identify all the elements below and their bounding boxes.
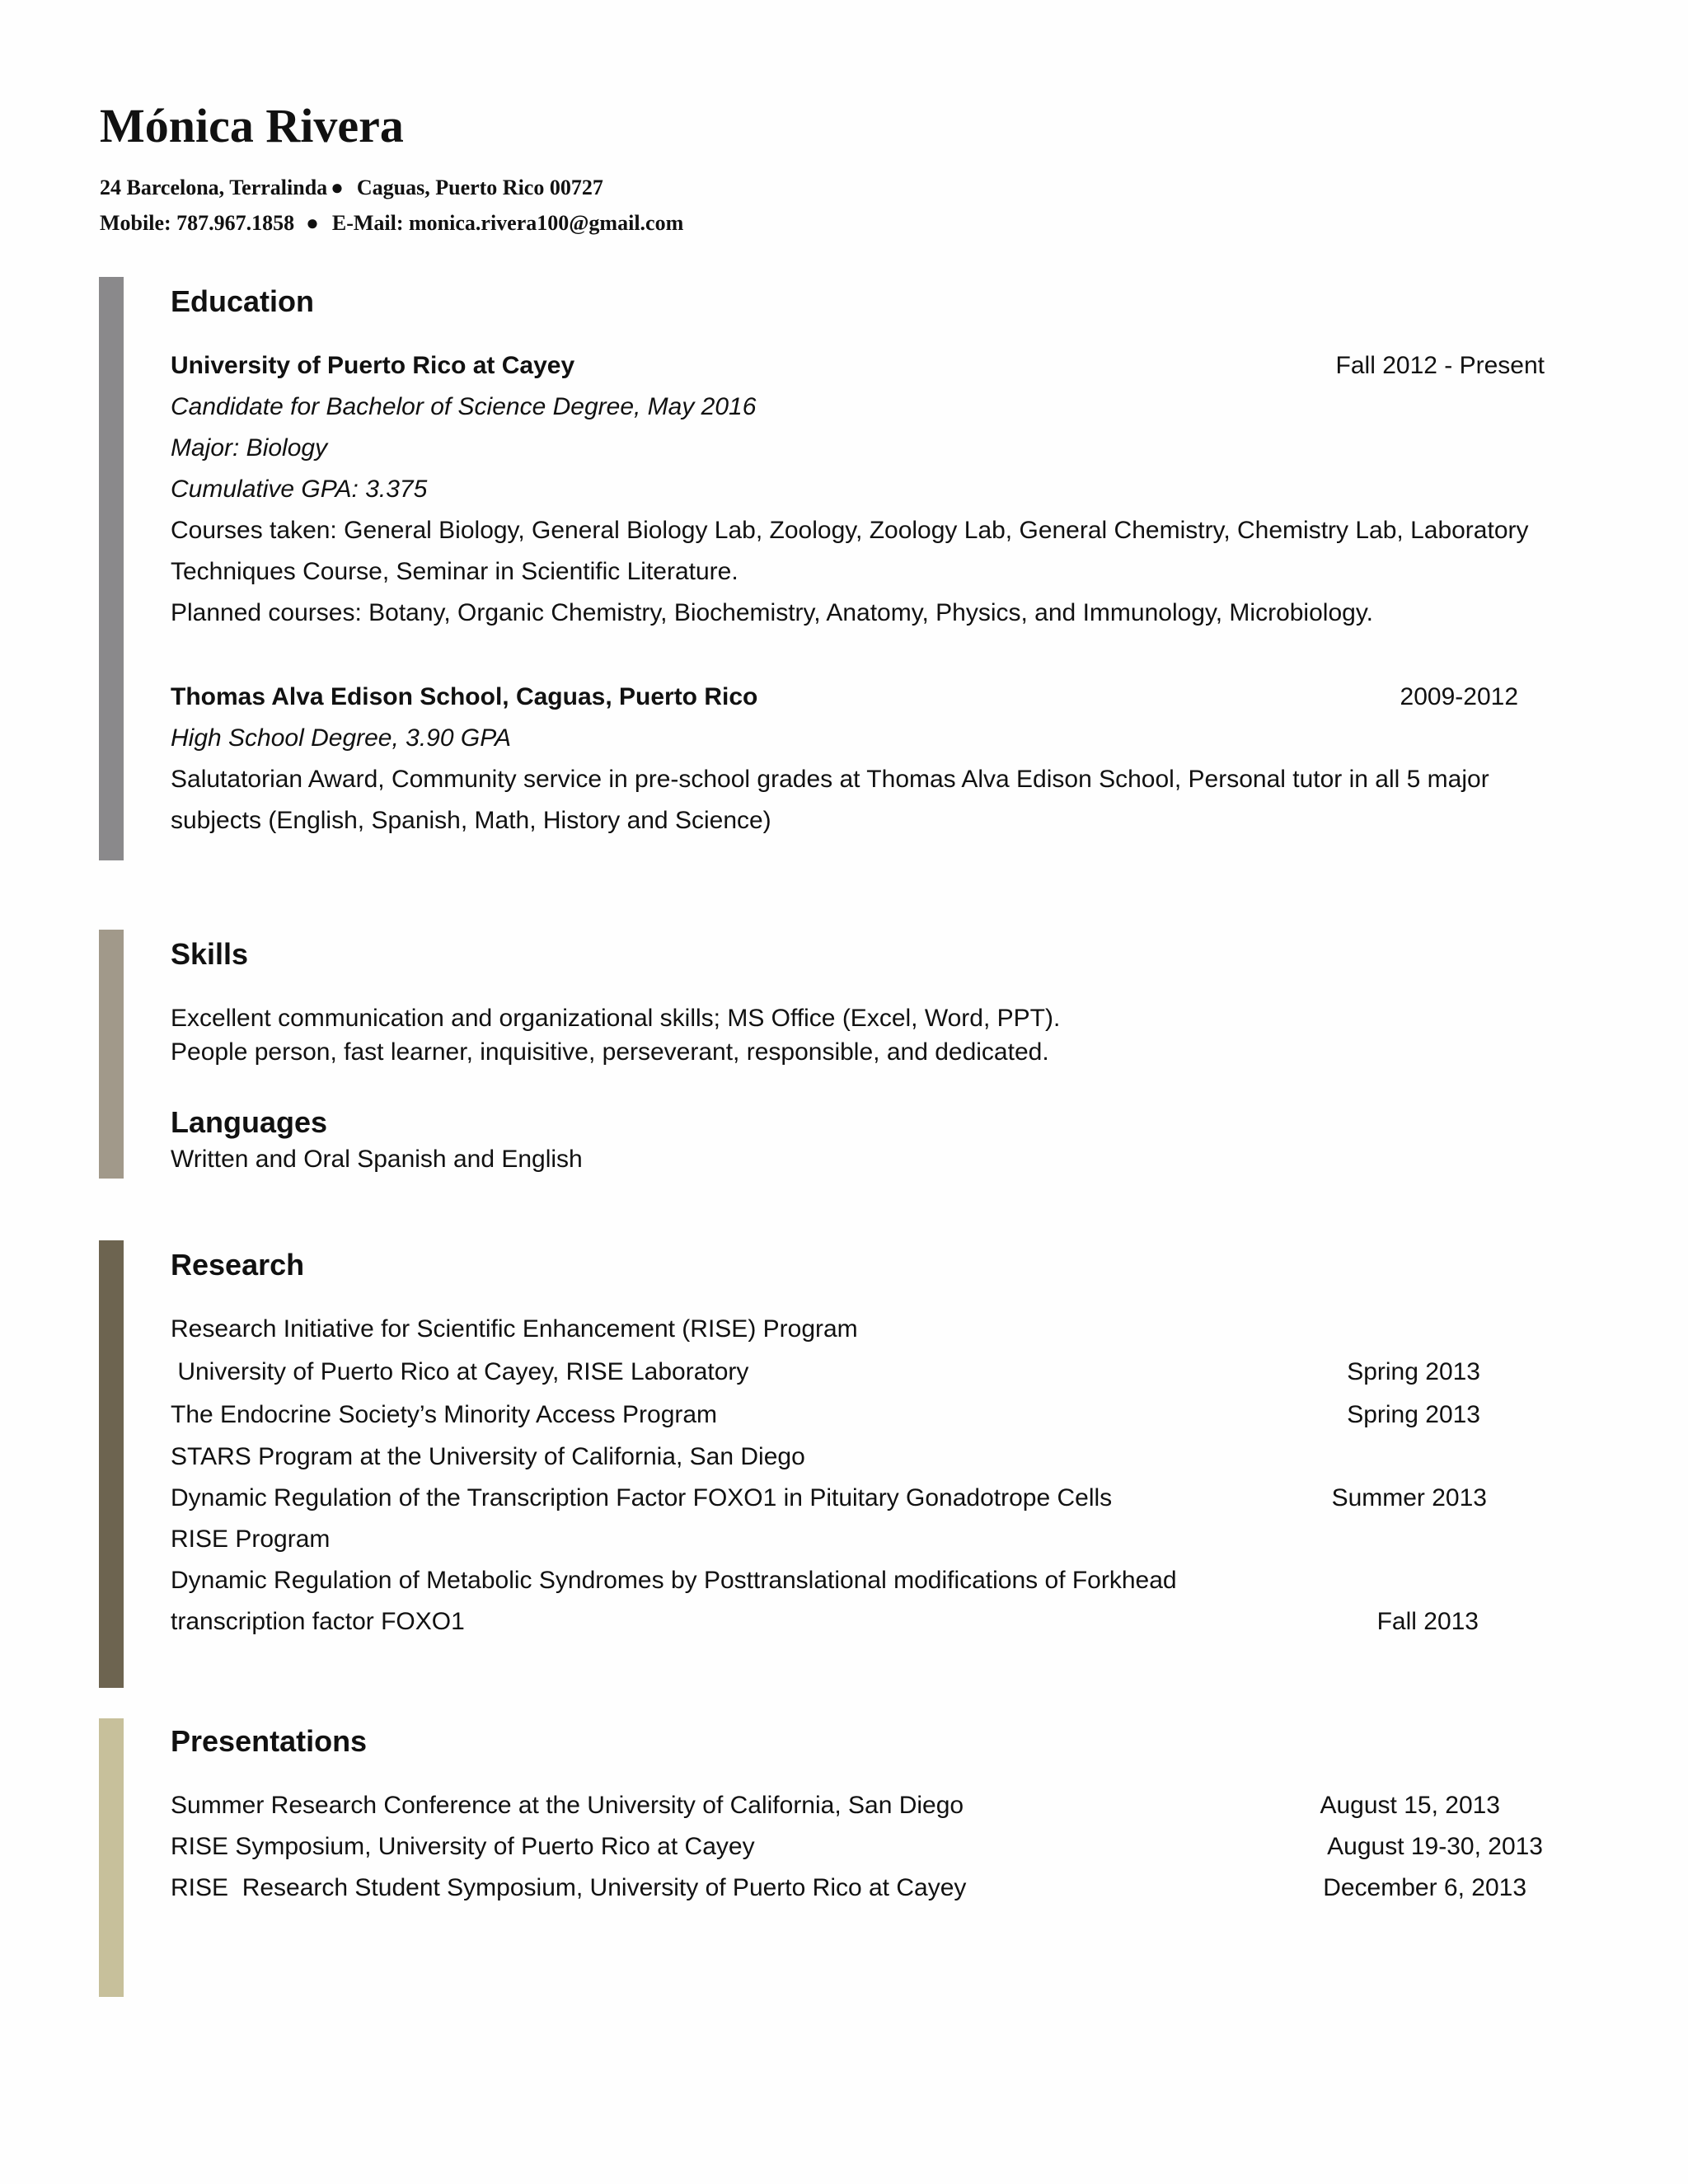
bullet-separator: ●	[331, 176, 344, 199]
education-planned-courses: Planned courses: Botany, Organic Chemistry, Biochemistry, Anatomy, Physics, and Immunology, Microbiology.	[171, 599, 1373, 626]
education-major: Major: Biology	[171, 434, 328, 462]
phone-number: Mobile: 787.967.1858	[100, 211, 295, 235]
research-line: The Endocrine Society’s Minority Access Program	[171, 1401, 718, 1428]
presentations-section-bar	[99, 1718, 124, 1997]
presentation-item: Summer Research Conference at the University of California, San Diego	[171, 1792, 964, 1819]
presentation-item: RISE Symposium, University of Puerto Rico at Cayey	[171, 1833, 755, 1860]
research-date: Spring 2013	[1347, 1358, 1480, 1385]
education-degree: High School Degree, 3.90 GPA	[171, 724, 512, 752]
research-line: transcription factor FOXO1	[171, 1608, 465, 1635]
education-heading: Education	[171, 284, 315, 318]
email-address: E-Mail: monica.rivera100@gmail.com	[331, 211, 684, 235]
languages-heading: Languages	[171, 1105, 328, 1139]
research-date: Summer 2013	[1331, 1484, 1487, 1511]
skills-section-bar	[99, 930, 124, 1179]
education-institution: Thomas Alva Edison School, Caguas, Puerto Rico	[171, 683, 758, 710]
presentation-date: August 15, 2013	[1320, 1792, 1500, 1819]
education-awards: subjects (English, Spanish, Math, History and Science)	[171, 807, 771, 834]
skills-line: People person, fast learner, inquisitive, perseverant, responsible, and dedicated.	[171, 1038, 1049, 1066]
education-institution: University of Puerto Rico at Cayey	[171, 352, 575, 379]
research-line: Dynamic Regulation of the Transcription Factor FOXO1 in Pituitary Gonadotrope Cells	[171, 1484, 1113, 1511]
address-line	[100, 173, 603, 203]
contact-line	[100, 209, 683, 238]
presentation-item: RISE Research Student Symposium, University of Puerto Rico at Cayey	[171, 1874, 967, 1901]
research-line: Research Initiative for Scientific Enhancement (RISE) Program	[171, 1315, 858, 1343]
education-degree: Candidate for Bachelor of Science Degree, May 2016	[171, 393, 757, 420]
education-awards: Salutatorian Award, Community service in pre-school grades at Thomas Alva Edison School, Personal tutor in all 5 major	[171, 766, 1489, 793]
research-section-bar	[99, 1240, 124, 1688]
education-gpa: Cumulative GPA: 3.375	[171, 476, 428, 503]
education-date: Fall 2012 - Present	[1335, 352, 1545, 379]
education-section-bar	[99, 277, 124, 860]
research-date: Fall 2013	[1376, 1608, 1479, 1635]
research-line: Dynamic Regulation of Metabolic Syndromes by Posttranslational modifications of Forkhead	[171, 1567, 1177, 1594]
research-date: Spring 2013	[1347, 1401, 1480, 1428]
research-line: STARS Program at the University of California, San Diego	[171, 1443, 805, 1470]
presentation-date: December 6, 2013	[1323, 1874, 1526, 1901]
education-courses: Courses taken: General Biology, General Biology Lab, Zoology, Zoology Lab, General Chemistry, Chemistry Lab, Laboratory	[171, 517, 1529, 544]
skills-heading: Skills	[171, 937, 249, 971]
education-courses: Techniques Course, Seminar in Scientific Literature.	[171, 558, 738, 585]
bullet-separator: ●	[306, 211, 319, 235]
research-line: RISE Program	[171, 1526, 331, 1553]
research-heading: Research	[171, 1248, 305, 1282]
research-line: University of Puerto Rico at Cayey, RISE Laboratory	[171, 1358, 749, 1385]
education-date: 2009-2012	[1400, 683, 1518, 710]
city-address: Caguas, Puerto Rico 00727	[356, 176, 603, 199]
presentation-date: August 19-30, 2013	[1327, 1833, 1543, 1860]
street-address: 24 Barcelona, Terralinda	[100, 176, 328, 199]
presentations-heading: Presentations	[171, 1724, 368, 1758]
languages-text: Written and Oral Spanish and English	[171, 1146, 583, 1173]
candidate-name: Mónica Rivera	[100, 99, 404, 152]
skills-line: Excellent communication and organizational skills; MS Office (Excel, Word, PPT).	[171, 1005, 1061, 1032]
